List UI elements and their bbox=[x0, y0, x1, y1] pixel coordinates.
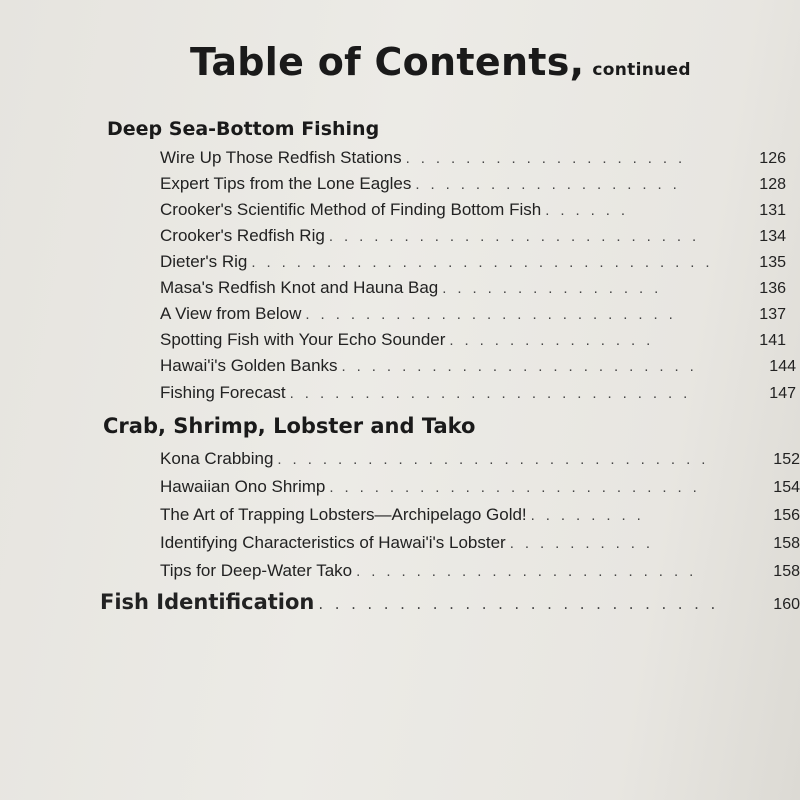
toc-entry bbox=[160, 533, 800, 557]
dot-leader bbox=[442, 280, 662, 297]
toc-entry-page: 126 bbox=[759, 150, 786, 167]
toc-entry-label: Hawai'i's Golden Banks bbox=[160, 356, 338, 375]
toc-entry bbox=[160, 278, 786, 302]
toc-entry-page: 137 bbox=[759, 306, 786, 323]
toc-entry-page: 134 bbox=[759, 228, 786, 245]
toc-entry-fish-identification bbox=[100, 590, 800, 620]
toc-entry-page: 141 bbox=[759, 332, 786, 349]
dot-leader bbox=[318, 595, 718, 613]
toc-entry bbox=[160, 200, 786, 224]
toc-entry-label: Fishing Forecast bbox=[160, 383, 286, 402]
toc-entry-label: Crooker's Redfish Rig bbox=[160, 226, 325, 245]
dot-leader bbox=[449, 332, 649, 349]
toc-entry-label: Masa's Redfish Knot and Hauna Bag bbox=[160, 278, 439, 297]
dot-leader bbox=[290, 385, 690, 402]
toc-entry-page: 144 bbox=[769, 358, 796, 375]
toc-entry-page: 147 bbox=[769, 385, 796, 402]
toc-entry bbox=[160, 449, 800, 473]
toc-entry bbox=[160, 226, 786, 250]
dot-leader bbox=[356, 563, 696, 580]
toc-entry bbox=[160, 174, 786, 198]
toc-entry-page: 158 bbox=[773, 563, 800, 580]
toc-entry bbox=[160, 477, 800, 501]
toc-entry bbox=[160, 252, 786, 276]
dot-leader bbox=[545, 202, 635, 219]
page-title bbox=[190, 40, 691, 84]
toc-entry-label: Kona Crabbing bbox=[160, 449, 274, 468]
dot-leader bbox=[415, 176, 685, 193]
toc-entry-label: A View from Below bbox=[160, 304, 302, 323]
dot-leader bbox=[251, 254, 721, 271]
dot-leader bbox=[305, 306, 685, 323]
toc-entry-label: Hawaiian Ono Shrimp bbox=[160, 477, 326, 496]
dot-leader bbox=[406, 150, 690, 167]
toc-entry-page: 158 bbox=[773, 535, 800, 552]
dot-leader bbox=[277, 451, 717, 468]
title-continued: continued bbox=[592, 60, 691, 80]
toc-entry bbox=[160, 148, 786, 172]
toc-entry-page: 135 bbox=[759, 254, 786, 271]
toc-entry-page: 154 bbox=[773, 479, 800, 496]
dot-leader bbox=[329, 228, 701, 245]
toc-entry-page: 160 bbox=[773, 596, 800, 613]
dot-leader bbox=[510, 535, 650, 552]
toc-entry-page: 128 bbox=[759, 176, 786, 193]
dot-leader bbox=[342, 358, 702, 375]
toc-entry-page: 136 bbox=[759, 280, 786, 297]
toc-entry bbox=[160, 304, 786, 328]
toc-entry bbox=[160, 505, 800, 529]
toc-entry-label: Fish Identification bbox=[100, 590, 315, 614]
toc-entry-label: Expert Tips from the Lone Eagles bbox=[160, 174, 412, 193]
toc-entry-label: Crooker's Scientific Method of Finding Bottom Fish bbox=[160, 200, 542, 219]
toc-entry bbox=[160, 383, 796, 407]
section-heading-crab-shrimp: Crab, Shrimp, Lobster and Tako bbox=[103, 414, 476, 438]
dot-leader bbox=[329, 479, 709, 496]
toc-entry-label: Identifying Characteristics of Hawai'i's Lobster bbox=[160, 533, 506, 552]
toc-entry bbox=[160, 330, 786, 354]
toc-entry-page: 156 bbox=[773, 507, 800, 524]
toc-entry-page: 131 bbox=[759, 202, 786, 219]
toc-entry-label: The Art of Trapping Lobsters—Archipelago Gold! bbox=[160, 505, 527, 524]
dot-leader bbox=[531, 507, 653, 524]
toc-entry-page: 152 bbox=[773, 451, 800, 468]
toc-entry-label: Wire Up Those Redfish Stations bbox=[160, 148, 402, 167]
toc-entry bbox=[160, 356, 796, 380]
title-text: Table of Contents, bbox=[190, 40, 585, 84]
toc-entry bbox=[160, 561, 800, 585]
toc-entry-label: Spotting Fish with Your Echo Sounder bbox=[160, 330, 446, 349]
toc-entry-label: Dieter's Rig bbox=[160, 252, 248, 271]
toc-entry-label: Tips for Deep-Water Tako bbox=[160, 561, 353, 580]
section-heading-deep-sea: Deep Sea-Bottom Fishing bbox=[107, 118, 380, 140]
